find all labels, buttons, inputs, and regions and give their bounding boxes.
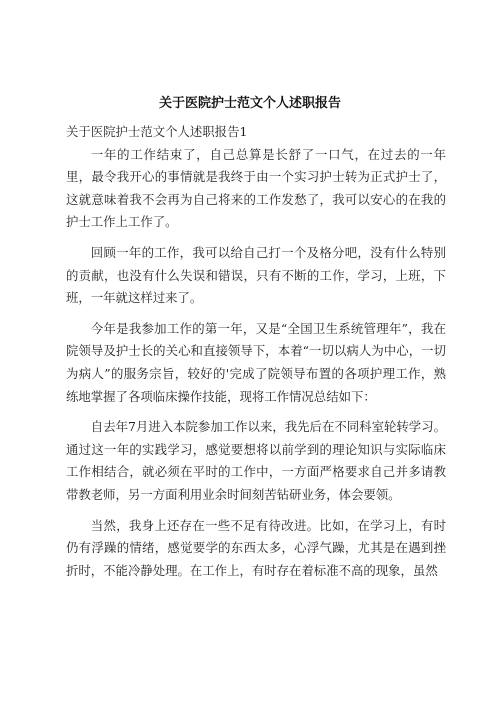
document-title: 关于医院护士范文个人述职报告 xyxy=(158,96,341,111)
paragraph: 一年的工作结束了，自己总算是长舒了一口气，在过去的一年里，最令我开心的事情就是我终于由一个实习护士转为正式护士了，这就意味着我不会再为自己将来的工作发愁了，我可以安心的在我的护士工作上工作了。 xyxy=(66,146,446,230)
report-subtitle: 关于医院护士范文个人述职报告1 xyxy=(66,124,248,139)
paragraph: 今年是我参加工作的第一年，又是“全国卫生系统管理年”，我在院领导及护士长的关心和直接领导下，本着“一切以病人为中心，一切为病人”的服务宗旨，较好的'完成了院领导布置的各项护理工作，熟练地掌握了各项临床操作技能，现将工作情况总结如下： xyxy=(66,320,446,404)
paragraph: 自去年7月进入本院参加工作以来，我先后在不同科室轮转学习。通过这一年的实践学习，感觉要想将以前学到的理论知识与实际临床工作相结合，就必须在平时的工作中，一方面严格要求自己并多请教带教老师，另一方面利用业余时间刻苦钻研业务，体会要领。 xyxy=(66,419,446,502)
paragraph: 回顾一年的工作，我可以给自己打一个及格分吧，没有什么特别的贡献，也没有什么失误和错误，只有不断的工作，学习，上班，下班，一年就这样过来了。 xyxy=(66,244,446,306)
paragraph: 当然，我身上还存在一些不足有待改进。比如，在学习上，有时仍有浮躁的情绪，感觉要学的东西太多，心浮气躁，尤其是在遇到挫折时，不能冷静处理。在工作上，有时存在着标准不高的现象，虽然 xyxy=(66,517,446,578)
document-body xyxy=(66,121,446,590)
